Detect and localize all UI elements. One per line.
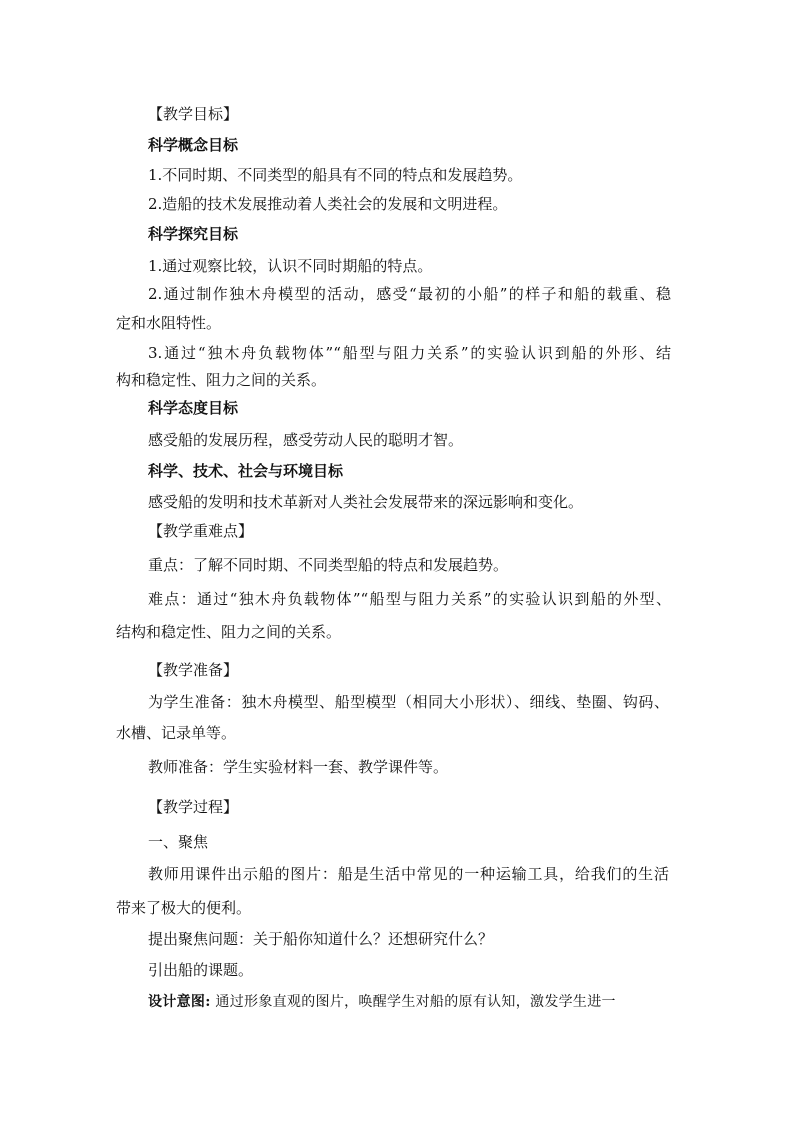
inquiry-goal-2-line1: 2.通过制作独木舟模型的活动，感受“最初的小船”的样子和船的载重、稳 — [148, 285, 671, 303]
step-1-topic: 引出船的课题。 — [148, 961, 254, 979]
heading-preparation: 【教学准备】 — [148, 661, 239, 679]
step-1-line1: 教师用课件出示船的图片：船是生活中常见的一种运输工具，给我们的生活 — [148, 865, 669, 883]
step-1-title: 一、聚焦 — [148, 833, 209, 851]
concept-goal-1: 1.不同时期、不同类型的船具有不同的特点和发展趋势。 — [148, 166, 523, 184]
attitude-goal-1: 感受船的发展历程，感受劳动人民的聪明才智。 — [148, 431, 464, 449]
prep-student-line1: 为学生准备：独木舟模型、船型模型（相同大小形状）、细线、垫圈、钩码、 — [148, 693, 669, 711]
heading-teaching-goals: 【教学目标】 — [148, 105, 239, 123]
step-1-question: 提出聚焦问题：关于船你知道什么？还想研究什么？ — [148, 930, 494, 948]
attitude-goal-title: 科学态度目标 — [148, 399, 239, 417]
design-intent — [148, 992, 616, 1012]
inquiry-goal-1: 1.通过观察比较，认识不同时期船的特点。 — [148, 257, 433, 275]
step-1-line2: 带来了极大的便利。 — [116, 899, 252, 917]
sts-goal-title: 科学、技术、社会与环境目标 — [148, 462, 344, 480]
prep-student-line2: 水槽、记录单等。 — [116, 724, 237, 742]
difficult-point-line1: 难点：通过“独木舟负载物体”“船型与阻力关系”的实验认识到船的外型、 — [148, 590, 671, 608]
inquiry-goal-title: 科学探究目标 — [148, 225, 239, 243]
heading-process: 【教学过程】 — [148, 798, 239, 816]
concept-goal-2: 2.造船的技术发展推动着人类社会的发展和文明进程。 — [148, 195, 508, 213]
design-intent-text: 通过形象直观的图片，唤醒学生对船的原有认知，激发学生进一 — [210, 994, 616, 1010]
heading-key-points: 【教学重难点】 — [148, 522, 254, 540]
inquiry-goal-3-line1: 3.通过“独木舟负载物体”“船型与阻力关系”的实验认识到船的外形、结 — [148, 344, 671, 362]
inquiry-goal-2-line2: 定和水阻特性。 — [116, 314, 222, 332]
difficult-point-line2: 结构和稳定性、阻力之间的关系。 — [116, 623, 342, 641]
prep-teacher: 教师准备：学生实验材料一套、教学课件等。 — [148, 758, 449, 776]
concept-goal-title: 科学概念目标 — [148, 136, 239, 154]
design-intent-label: 设计意图: — [148, 994, 211, 1010]
key-point: 重点：了解不同时期、不同类型船的特点和发展趋势。 — [148, 556, 509, 574]
sts-goal-1: 感受船的发明和技术革新对人类社会发展带来的深远影响和变化。 — [148, 493, 584, 511]
inquiry-goal-3-line2: 构和稳定性、阻力之间的关系。 — [116, 371, 327, 389]
